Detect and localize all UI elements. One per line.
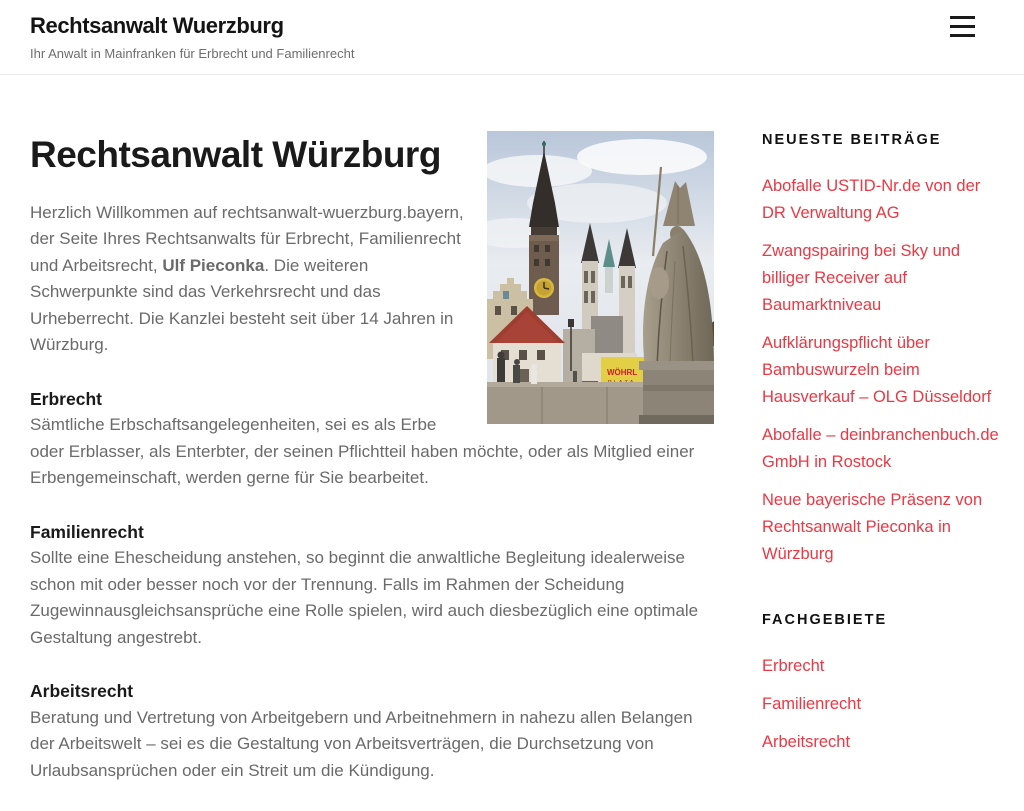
widget-recent-posts: [762, 132, 1000, 568]
hamburger-menu-icon[interactable]: [950, 16, 975, 37]
wohrl-sign-text: WÖHRL: [607, 368, 638, 377]
recent-post-link-zwangspairing-sky[interactable]: Zwangspairing bei Sky und billiger Receiver auf Baumarktniveau: [762, 242, 961, 314]
wuerzburg-photo: [487, 131, 714, 424]
hamburger-bar: [950, 25, 975, 28]
section-text-familienrecht: Sollte eine Ehescheidung anstehen, so beginnt die anwaltliche Begleitung idealerweise schon mit oder besser noch vor der Trennung. Falls im Rahmen der Scheidung Zugewinnausgleichsansprüche eine Rolle spielen, wird auch diesbezüglich eine optimale Gestaltung angestrebt.: [30, 548, 699, 647]
main-content: [30, 131, 714, 811]
sidebar: [762, 132, 1000, 800]
fachgebiet-link-erbrecht[interactable]: Erbrecht: [762, 657, 825, 675]
widget-fachgebiete: [762, 612, 1000, 756]
wuerzburg-photo-illustration: [487, 131, 714, 424]
hamburger-bar: [950, 16, 975, 19]
intro-text-before: Herzlich Willkommen auf rechtsanwalt-wuerzburg.bayern, der Seite Ihres Rechtsanwalts für Erbrecht, Familienrecht und Arbeitsrecht,: [30, 202, 464, 275]
widget-title-neueste-beitraege: NEUESTE BEITRÄGE: [762, 132, 942, 148]
intro-text-after: . Die weiteren Schwerpunkte sind das Verkehrsrecht und das Urheberrecht. Die Kanzlei besteht seit über 14 Jahren in Würzburg.: [30, 255, 454, 355]
widget-title-fachgebiete: FACHGEBIETE: [762, 612, 888, 628]
section-heading-familienrecht: Familienrecht: [30, 521, 144, 542]
section-text-arbeitsrecht: Beratung und Vertretung von Arbeitgebern und Arbeitnehmern in nahezu allen Belangen der Arbeitswelt – sei es die Gestaltung von Arbeitsverträgen, die Durchsetzung von Urlaubsansprüchen oder ein Streit um die Kündigung.: [30, 707, 693, 780]
site-tagline: Ihr Anwalt in Mainfranken für Erbrecht und Familienrecht: [30, 46, 355, 61]
site-header: [0, 0, 1024, 75]
section-heading-erbrecht: Erbrecht: [30, 388, 102, 409]
recent-post-link-bambuswurzeln[interactable]: Aufklärungspflicht über Bambuswurzeln beim Hausverkauf – OLG Düsseldorf: [762, 334, 992, 406]
page-title: Rechtsanwalt Würzburg: [30, 134, 441, 175]
recent-post-link-abofalle-ustid[interactable]: Abofalle USTID-Nr.de von der DR Verwaltung AG: [762, 177, 981, 222]
hamburger-bar: [950, 34, 975, 37]
section-heading-arbeitsrecht: Arbeitsrecht: [30, 681, 134, 702]
recent-post-link-deinbranchenbuch[interactable]: Abofalle – deinbranchenbuch.de GmbH in Rostock: [762, 426, 999, 471]
fachgebiet-link-arbeitsrecht[interactable]: Arbeitsrecht: [762, 733, 851, 751]
site-title-link[interactable]: Rechtsanwalt Wuerzburg: [30, 13, 284, 38]
recent-post-link-neue-praesenz[interactable]: Neue bayerische Präsenz von Rechtsanwalt Pieconka in Würzburg: [762, 491, 983, 563]
fachgebiet-link-familienrecht[interactable]: Familienrecht: [762, 695, 862, 713]
section-text-erbrecht: Sämtliche Erbschaftsangelegenheiten, sei es als Erbe oder Erblasser, als Enterbter, der seinen Pflichtteil haben möchte, oder als Mitglied einer Erbengemeinschaft, werden gerne für Sie bearbeitet.: [30, 415, 695, 488]
lawyer-name: Ulf Pieconka: [162, 255, 265, 275]
